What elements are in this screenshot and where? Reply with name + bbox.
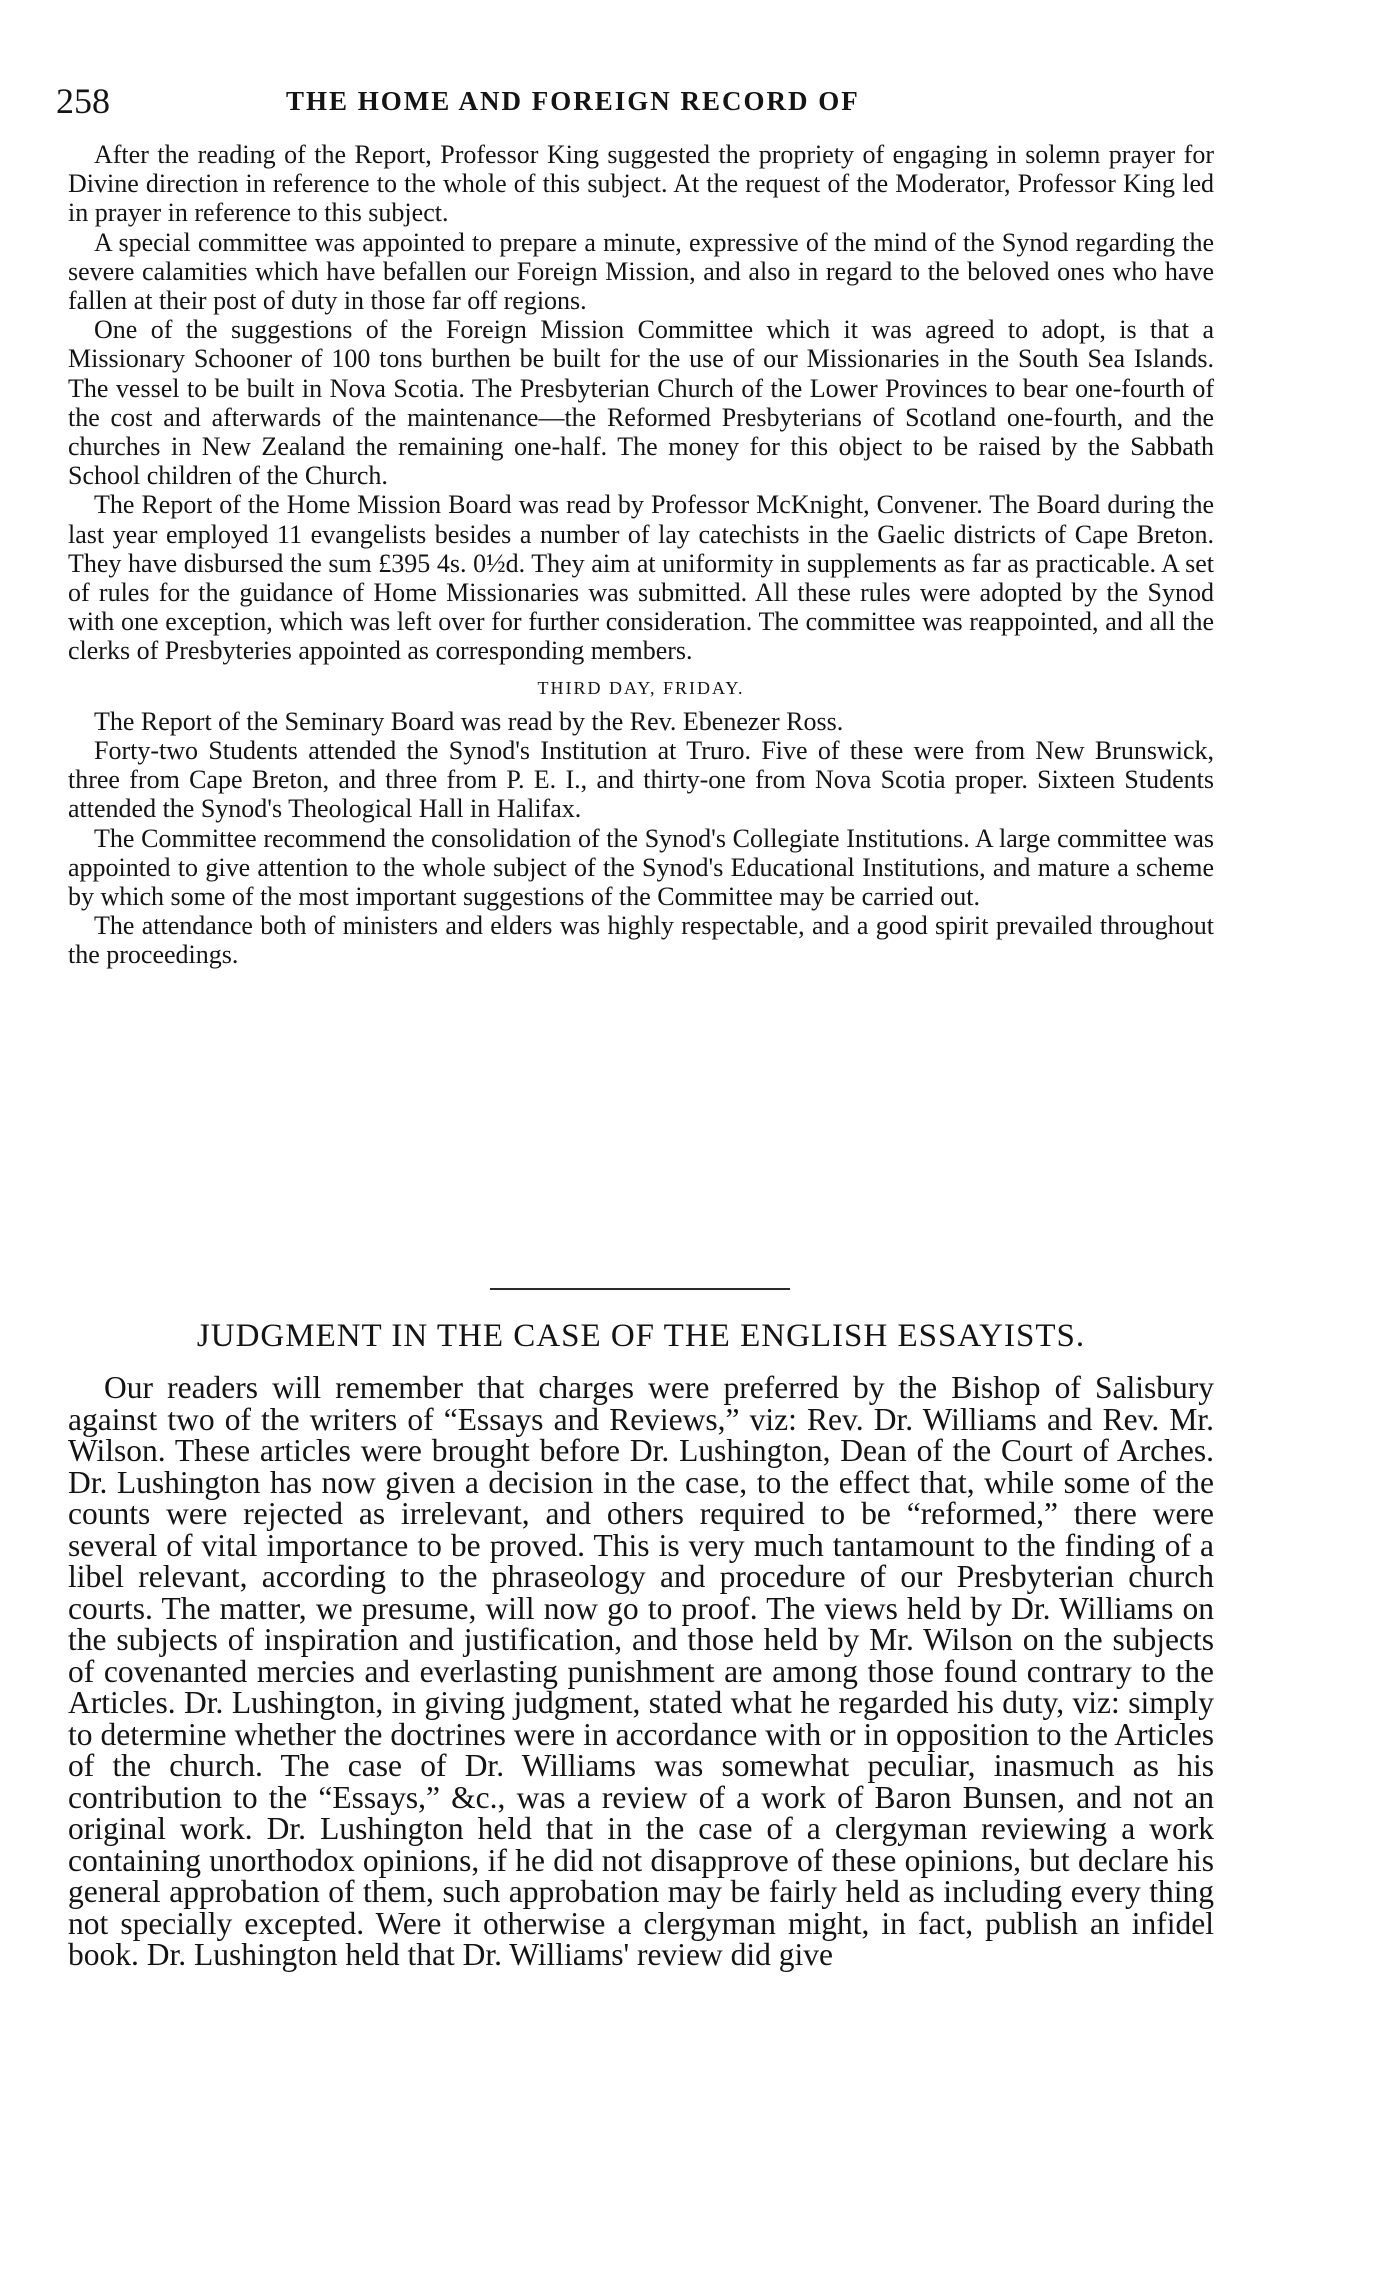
section-heading: THIRD DAY, FRIDAY. bbox=[537, 677, 745, 698]
article-title: JUDGMENT IN THE CASE OF THE ENGLISH ESSAYISTS. bbox=[196, 1318, 1086, 1354]
running-title: THE HOME AND FOREIGN RECORD OF bbox=[286, 86, 860, 116]
report-paragraph: One of the suggestions of the Foreign Mission Committee which it was agreed to adopt, is that a Missionary Schooner of 100 tons burthen be built for the use of our Missionaries in the South Sea Islands. The vessel to be built in Nova Scotia. The Presbyterian Church of the Lower Provinces to bear one-fourth of the cost and afterwards of the maintenance—the Reformed Presbyterians of Scotland one-fourth, and the churches in New Zealand the remaining one-half. The money for this object to be raised by the Sabbath School children of the Church. bbox=[68, 315, 1214, 491]
page-number: 258 bbox=[56, 81, 110, 121]
report-paragraph: The Report of the Home Mission Board was read by Professor McKnight, Convener. The Board during the last year employed 11 evangelists besides a number of lay catechists in the Gaelic districts of Cape Breton. They have disbursed the sum £395 4s. 0½d. They aim at uniformity in supplements as far as practicable. A set of rules for the guidance of Home Missionaries was submitted. All these rules were adopted by the Synod with one exception, which was left over for further consideration. The committee was reappointed, and all the clerks of Presbyteries appointed as corresponding members. bbox=[68, 490, 1214, 666]
report-paragraph: A special committee was appointed to prepare a minute, expressive of the mind of the Synod regarding the severe calamities which have befallen our Foreign Mission, and also in regard to the beloved ones who have fallen at their post of duty in those far off regions. bbox=[68, 227, 1214, 316]
article-body bbox=[68, 1372, 1214, 1971]
report-paragraph: The Report of the Seminary Board was read by the Rev. Ebenezer Ross. bbox=[94, 706, 844, 736]
report-paragraph: The attendance both of ministers and elders was highly respectable, and a good spirit prevailed throughout the proceedings. bbox=[68, 911, 1214, 970]
report-paragraph: Forty-two Students attended the Synod's Institution at Truro. Five of these were from New Brunswick, three from Cape Breton, and three from P. E. I., and thirty-one from Nova Scotia proper. Sixteen Students attended the Synod's Theological Hall in Halifax. bbox=[68, 736, 1214, 824]
synod-report bbox=[68, 140, 1214, 970]
report-paragraph: After the reading of the Report, Professor King suggested the propriety of engaging in solemn prayer for Divine direction in reference to the whole of this subject. At the request of the Moderator, Professor King led in prayer in reference to this subject. bbox=[68, 140, 1214, 228]
article-paragraph: Our readers will remember that charges were preferred by the Bishop of Salisbury against two of the writers of “Essays and Reviews,” viz: Rev. Dr. Williams and Rev. Mr. Wilson. These articles were brought before Dr. Lushington, Dean of the Court of Arches. Dr. Lushington has now given a decision in the case, to the effect that, while some of the counts were rejected as irrelevant, and others required to be “reformed,” there were several of vital importance to be proved. This is very much tantamount to the finding of a libel relevant, according to the phraseology and procedure of our Presbyterian church courts. The matter, we presume, will now go to proof. The views held by Dr. Williams on the subjects of inspiration and justification, and those held by Mr. Wilson on the subjects of covenanted mercies and everlasting punishment are among those found contrary to the Articles. Dr. Lushington, in giving judgment, stated what he regarded his duty, viz: simply to determine whether the doctrines were in accordance with or in opposition to the Articles of the church. The case of Dr. Williams was somewhat peculiar, inasmuch as his contribution to the “Essays,” &c., was a review of a work of Baron Bunsen, and not an original work. Dr. Lushington held that in the case of a clergyman reviewing a work containing unorthodox opinions, if he did not disapprove of these opinions, but declare his general approbation of them, such approbation may be fairly held as including every thing not specially excepted. Were it otherwise a clergyman might, in fact, publish an infidel book. Dr. Lushington held that Dr. Williams' review did give bbox=[68, 1370, 1214, 1972]
section-divider-rule bbox=[490, 1288, 790, 1290]
report-paragraph: The Committee recommend the consolidation of the Synod's Collegiate Institutions. A large committee was appointed to give attention to the whole subject of the Synod's Educational Institutions, and mature a scheme by which some of the most important suggestions of the Committee may be carried out. bbox=[68, 823, 1214, 912]
page-header bbox=[56, 80, 1236, 130]
